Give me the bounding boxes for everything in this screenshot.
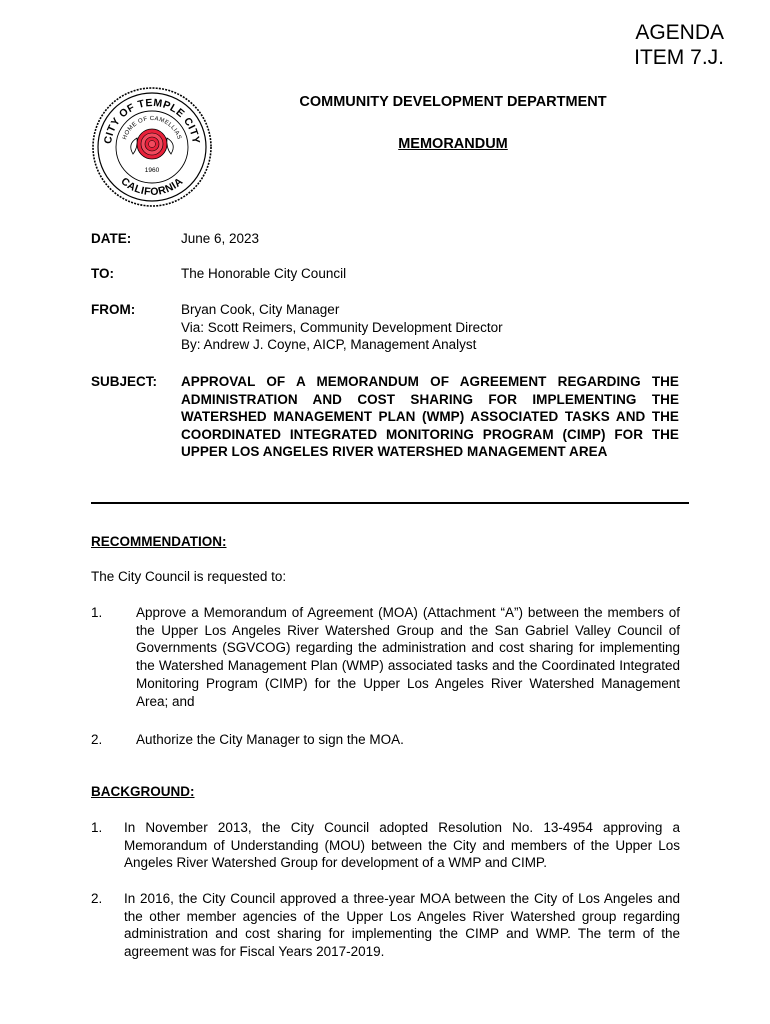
memorandum-title: MEMORANDUM — [398, 136, 508, 152]
list-number: 1. — [91, 820, 103, 835]
agenda-line-1: AGENDA — [635, 21, 724, 44]
list-text: In 2016, the City Council approved a three-year MOA between the City of Los Angeles and the other member agencies of the Upper Los Angeles River Watershed group regarding administration and cost sharing for implementing the CIMP and WMP. The term of the agreement was for Fiscal Years 2017-2019. — [124, 891, 680, 960]
from-value — [181, 301, 681, 354]
recommendation-intro: The City Council is requested to: — [91, 569, 287, 584]
background-heading: BACKGROUND: — [91, 784, 195, 799]
from-line-1: Bryan Cook, City Manager — [181, 302, 340, 317]
agenda-line-2: ITEM 7.J. — [634, 46, 724, 69]
seal-bottom-text: CALIFORNIA — [118, 175, 186, 199]
subject-label: SUBJECT: — [91, 374, 158, 389]
list-text: Authorize the City Manager to sign the MOA. — [136, 732, 404, 747]
agenda-item-label — [634, 20, 724, 70]
from-line-3: By: Andrew J. Coyne, AICP, Management Analyst — [181, 337, 477, 352]
department-title: COMMUNITY DEVELOPMENT DEPARTMENT — [299, 94, 607, 110]
seal-inner-text: HOME OF CAMELLIAS — [122, 115, 182, 141]
list-text: In November 2013, the City Council adopted Resolution No. 13-4954 approving a Memorandum of Understanding (MOU) between the City and members of the Upper Los Angeles River Watershed Group for development of a WMP and CIMP. — [124, 820, 680, 871]
seal-top-text: CITY OF TEMPLE CITY — [102, 96, 202, 145]
to-label: TO: — [91, 266, 114, 281]
list-text: Approve a Memorandum of Agreement (MOA) (Attachment “A”) between the members of the Upper Los Angeles River Watershed Group and the San Gabriel Valley Council of Governments (SGVCOG) regarding the administration and cost sharing for implementing the Watershed Management Plan (WMP) associated tasks and the Coordinated Integrated Monitoring Program (CIMP) for the Upper Los Angeles River Watershed Management Area; and — [136, 605, 680, 709]
seal-year: 1960 — [144, 167, 160, 174]
list-number: 1. — [91, 605, 103, 620]
list-number: 2. — [91, 732, 103, 747]
header-divider — [91, 502, 689, 504]
date-value: June 6, 2023 — [181, 231, 260, 246]
from-line-2: Via: Scott Reimers, Community Development Director — [181, 319, 503, 335]
subject-value: APPROVAL OF A MEMORANDUM OF AGREEMENT REGARDING THE ADMINISTRATION AND COST SHARING FOR IMPLEMENTING THE WATERSHED MANAGEMENT PLAN (WMP) ASSOCIATED TASKS AND THE COORDINATED INTEGRATED MONITORING PROGRAM (CIMP) FOR THE UPPER LOS ANGELES RIVER WATERSHED MANAGEMENT AREA — [181, 374, 679, 460]
date-label: DATE: — [91, 231, 132, 246]
to-value: The Honorable City Council — [181, 266, 347, 281]
svg-text:CALIFORNIA — [118, 175, 185, 198]
camellia-flower-icon — [131, 129, 174, 159]
recommendation-heading: RECOMMENDATION: — [91, 534, 227, 549]
from-label: FROM: — [91, 302, 136, 317]
city-seal-logo — [91, 86, 213, 208]
list-number: 2. — [91, 891, 103, 906]
